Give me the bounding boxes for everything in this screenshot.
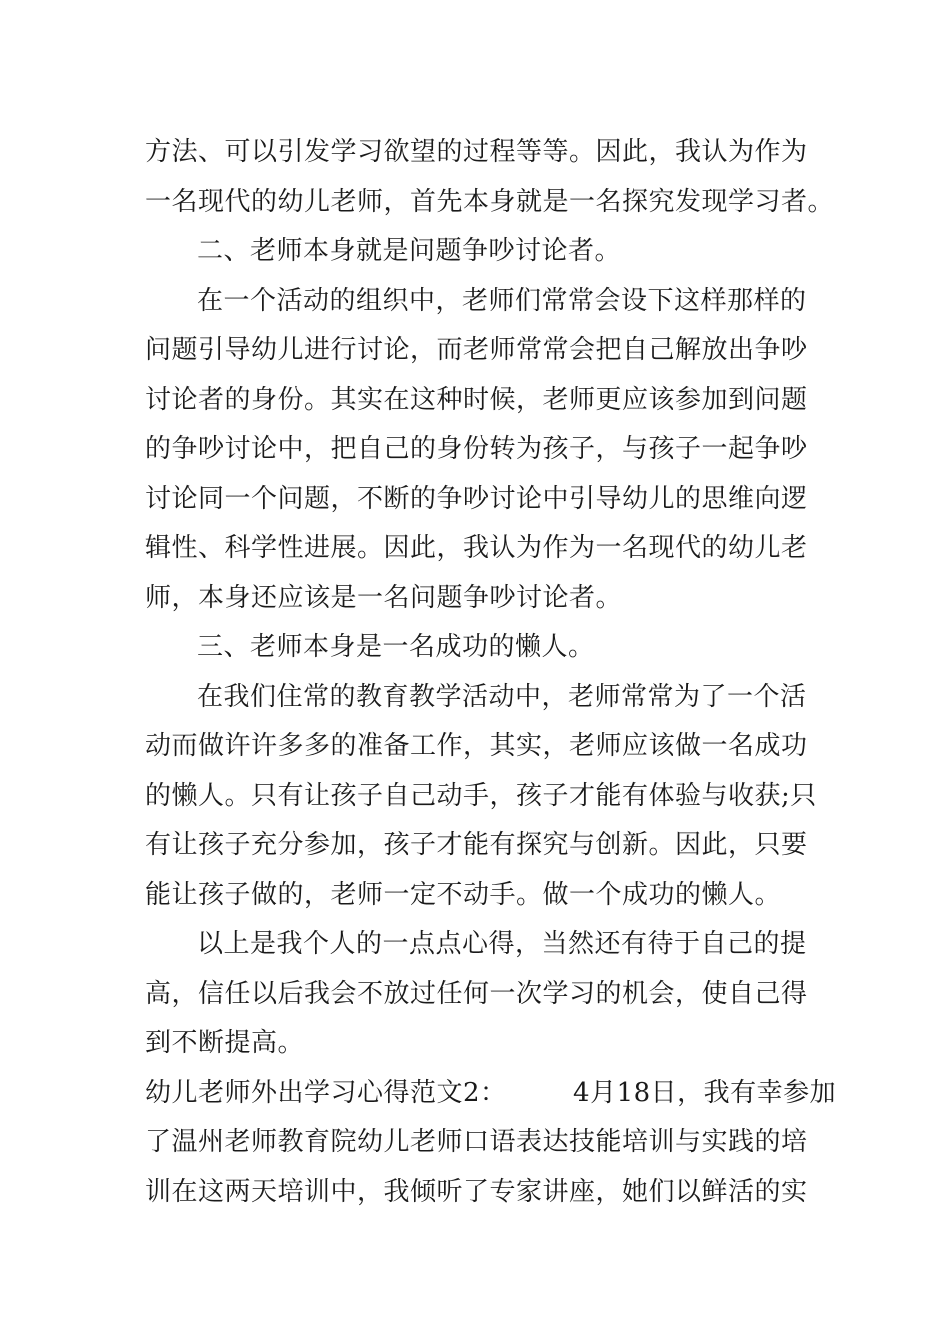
text-line: 动而做许许多多的准备工作，其实，老师应该做一名成功 (145, 731, 808, 761)
text-line: 在我们住常的教育教学活动中，老师常常为了一个活 (197, 681, 807, 712)
section-heading: 三、老师本身是一名成功的懒人。 (197, 632, 595, 662)
text-line: 训在这两天培训中，我倾听了专家讲座，她们以鲜活的实 (145, 1176, 808, 1207)
text-line: 的争吵讨论中，把自己的身份转为孩子，与孩子一起争吵 (145, 434, 808, 464)
text-line: 以上是我个人的一点点心得，当然还有待于自己的提 (197, 929, 807, 959)
text-line: 辑性、科学性进展。因此，我认为作为一名现代的幼儿老 (145, 533, 808, 563)
text-line: 讨论同一个问题，不断的争吵讨论中引导幼儿的思维向逻 (145, 483, 808, 514)
text-line: 幼儿老师外出学习心得范文2： 4月18日，我有幸参加 (145, 1077, 837, 1108)
text-line: 讨论者的身份。其实在这种时候，老师更应该参加到问题 (145, 384, 808, 415)
text-line: 的懒人。只有让孩子自己动手，孩子才能有体验与收获;只 (145, 780, 817, 811)
text-line: 了温州老师教育院幼儿老师口语表达技能培训与实践的培 (145, 1127, 808, 1157)
document-body (145, 128, 837, 1217)
text-line: 到不断提高。 (145, 1028, 305, 1058)
text-line: 一名现代的幼儿老师，首先本身就是一名探究发现学习者。 (145, 186, 835, 217)
section-heading: 二、老师本身就是问题争吵讨论者。 (197, 236, 622, 266)
text-line: 问题引导幼儿进行讨论，而老师常常会把自己解放出争吵 (145, 335, 808, 365)
text-line: 方法、可以引发学习欲望的过程等等。因此，我认为作为 (145, 137, 808, 167)
text-line: 在一个活动的组织中，老师们常常会设下这样那样的 (197, 285, 807, 316)
text-line: 有让孩子充分参加，孩子才能有探究与创新。因此，只要 (145, 830, 808, 860)
text-line: 能让孩子做的，老师一定不动手。做一个成功的懒人。 (145, 879, 782, 910)
text-line: 师，本身还应该是一名问题争吵讨论者。 (145, 582, 623, 613)
text-line: 高，信任以后我会不放过任何一次学习的机会，使自己得 (145, 978, 808, 1009)
